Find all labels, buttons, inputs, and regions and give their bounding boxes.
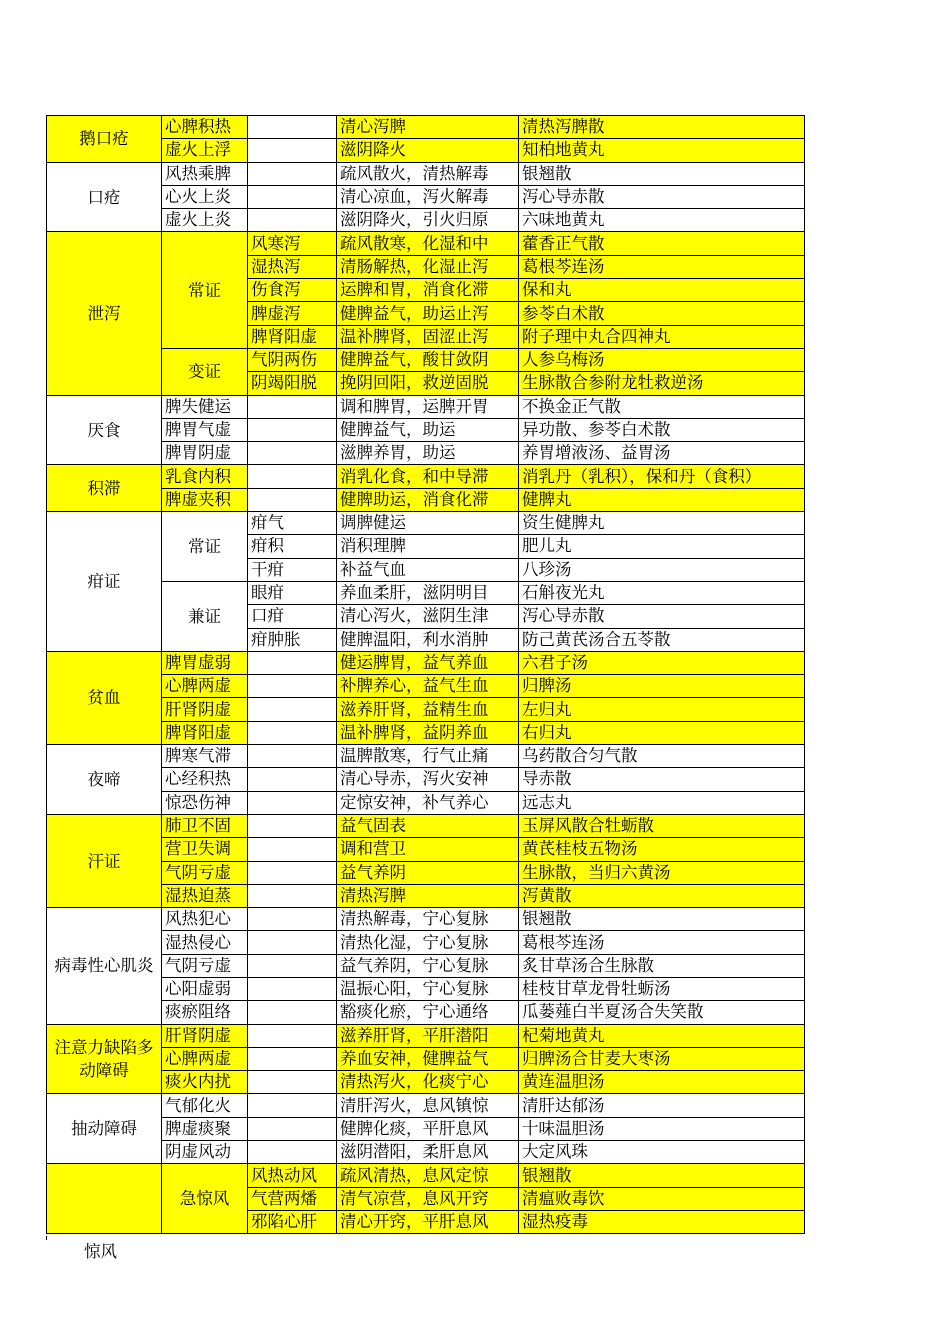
formula-cell: 生脉散合参附龙牡救逆汤 [519,372,805,395]
formula-cell: 石斛夜光丸 [519,581,805,604]
table-row [47,512,805,535]
formula-cell: 瓜蒌薤白半夏汤合失笑散 [519,1001,805,1024]
treatment-cell: 补脾养心，益气生血 [337,675,519,698]
disease-name-cell: 积滞 [47,465,162,512]
variant-cell [248,488,337,511]
formula-cell: 导赤散 [519,768,805,791]
variant-cell [248,721,337,744]
table-edge [46,1236,47,1240]
table-row [47,1024,805,1047]
treatment-cell: 健脾益气，助运 [337,418,519,441]
treatment-cell: 滋阴潜阳，柔肝息风 [337,1141,519,1164]
variant-cell [248,395,337,418]
formula-cell: 六君子汤 [519,651,805,674]
formula-cell: 杞菊地黄丸 [519,1024,805,1047]
variant-cell [248,977,337,1000]
variant-cell [248,1141,337,1164]
treatment-cell: 清心导赤，泻火安神 [337,768,519,791]
pattern-cell: 心脾积热 [162,116,248,139]
pattern-cell: 虚火上浮 [162,139,248,162]
pattern-cell: 心火上炎 [162,185,248,208]
formula-cell: 清热泻脾散 [519,116,805,139]
pattern-cell: 惊恐伤神 [162,791,248,814]
formula-cell: 银翘散 [519,908,805,931]
subgroup-name-cell: 兼证 [162,581,248,651]
pattern-cell: 脾虚痰聚 [162,1117,248,1140]
variant-cell: 伤食泻 [248,279,337,302]
treatment-cell: 疏风清热，息风定惊 [337,1164,519,1187]
disease-name-cell: 厌食 [47,395,162,465]
variant-cell [248,651,337,674]
disease-name-cell: 汗证 [47,814,162,907]
treatment-cell: 清心凉血，泻火解毒 [337,185,519,208]
variant-cell [248,1071,337,1094]
treatment-cell: 调和营卫 [337,838,519,861]
variant-cell: 眼疳 [248,581,337,604]
syndrome-table [46,115,805,1234]
formula-cell: 异功散、参苓白术散 [519,418,805,441]
table-row [47,1164,805,1187]
variant-cell: 湿热泻 [248,255,337,278]
disease-name-cell: 口疮 [47,162,162,232]
pattern-cell: 阴虚风动 [162,1141,248,1164]
pattern-cell: 脾胃虚弱 [162,651,248,674]
formula-cell: 知柏地黄丸 [519,139,805,162]
treatment-cell: 清气凉营，息风开窍 [337,1187,519,1210]
variant-cell [248,884,337,907]
table-row [47,395,805,418]
treatment-cell: 清热化湿，宁心复脉 [337,931,519,954]
table-row [47,465,805,488]
disease-name-cell: 疳证 [47,512,162,652]
pattern-cell: 气阴亏虚 [162,861,248,884]
formula-cell: 桂枝甘草龙骨牡蛎汤 [519,977,805,1000]
variant-cell [248,1047,337,1070]
treatment-cell: 益气养阴 [337,861,519,884]
variant-cell [248,116,337,139]
disease-name-cell: 病毒性心肌炎 [47,908,162,1024]
pattern-cell: 脾寒气滞 [162,745,248,768]
formula-cell: 保和丸 [519,279,805,302]
treatment-cell: 健脾温阳，利水消肿 [337,628,519,651]
table-row [47,745,805,768]
treatment-cell: 消乳化食，和中导滞 [337,465,519,488]
table-row [47,116,805,139]
table-row [47,651,805,674]
treatment-cell: 调和脾胃，运脾开胃 [337,395,519,418]
treatment-cell: 豁痰化瘀，宁心通络 [337,1001,519,1024]
formula-cell: 玉屏风散合牡蛎散 [519,814,805,837]
formula-cell: 乌药散合匀气散 [519,745,805,768]
formula-cell: 养胃增液汤、益胃汤 [519,442,805,465]
treatment-cell: 挽阴回阳，救逆固脱 [337,372,519,395]
formula-cell: 生脉散，当归六黄汤 [519,861,805,884]
treatment-cell: 养血安神，健脾益气 [337,1047,519,1070]
treatment-cell: 滋养肝肾，平肝潜阳 [337,1024,519,1047]
treatment-cell: 温振心阳，宁心复脉 [337,977,519,1000]
formula-cell: 黄芪桂枝五物汤 [519,838,805,861]
formula-cell: 银翘散 [519,1164,805,1187]
variant-cell: 邪陷心肝 [248,1210,337,1233]
subgroup-name-cell: 常证 [162,512,248,582]
variant-cell: 气阴两伤 [248,348,337,371]
variant-cell: 干疳 [248,558,337,581]
treatment-cell: 养血柔肝，滋阴明目 [337,581,519,604]
pattern-cell: 肺卫不固 [162,814,248,837]
treatment-cell: 清肝泻火，息风镇惊 [337,1094,519,1117]
formula-cell: 归脾汤合甘麦大枣汤 [519,1047,805,1070]
formula-cell: 六味地黄丸 [519,209,805,232]
variant-cell: 风热动风 [248,1164,337,1187]
formula-cell: 消乳丹（乳积），保和丹（食积） [519,465,805,488]
variant-cell [248,139,337,162]
treatment-cell: 滋阴降火，引火归原 [337,209,519,232]
pattern-cell: 湿热迫蒸 [162,884,248,907]
formula-cell: 泻黄散 [519,884,805,907]
variant-cell [248,908,337,931]
table-row [47,1094,805,1117]
pattern-cell: 心脾两虚 [162,675,248,698]
formula-cell: 防己黄芪汤合五苓散 [519,628,805,651]
variant-cell: 气营两燔 [248,1187,337,1210]
pattern-cell: 痰火内扰 [162,1071,248,1094]
formula-cell: 炙甘草汤合生脉散 [519,954,805,977]
disease-name-cell: 抽动障碍 [47,1094,162,1164]
formula-cell: 十味温胆汤 [519,1117,805,1140]
variant-cell [248,698,337,721]
pattern-cell: 肝肾阴虚 [162,1024,248,1047]
table-row [47,162,805,185]
formula-cell: 附子理中丸合四神丸 [519,325,805,348]
formula-cell: 泻心导赤散 [519,605,805,628]
variant-cell [248,954,337,977]
treatment-cell: 清心开窍，平肝息风 [337,1210,519,1233]
formula-cell: 健脾丸 [519,488,805,511]
treatment-cell: 疏风散寒，化湿和中 [337,232,519,255]
treatment-cell: 益气固表 [337,814,519,837]
formula-cell: 人参乌梅汤 [519,348,805,371]
formula-cell: 右归丸 [519,721,805,744]
formula-cell: 黄连温胆汤 [519,1071,805,1094]
variant-cell: 口疳 [248,605,337,628]
variant-cell [248,931,337,954]
variant-cell [248,814,337,837]
treatment-cell: 益气养阴，宁心复脉 [337,954,519,977]
treatment-cell: 清热泻脾 [337,884,519,907]
pattern-cell: 气阴亏虚 [162,954,248,977]
treatment-cell: 健脾化痰，平肝息风 [337,1117,519,1140]
variant-cell [248,418,337,441]
treatment-cell: 健脾益气，酸甘敛阴 [337,348,519,371]
variant-cell [248,1094,337,1117]
treatment-cell: 消积理脾 [337,535,519,558]
pattern-cell: 肝肾阴虚 [162,698,248,721]
variant-cell [248,791,337,814]
variant-cell: 疳积 [248,535,337,558]
variant-cell [248,465,337,488]
table-row [47,232,805,255]
variant-cell [248,1024,337,1047]
table-row [47,908,805,931]
treatment-cell: 滋阴降火 [337,139,519,162]
pattern-cell: 心阳虚弱 [162,977,248,1000]
variant-cell [248,838,337,861]
variant-cell: 脾肾阳虚 [248,325,337,348]
treatment-cell: 健运脾胃，益气养血 [337,651,519,674]
treatment-cell: 清热解毒，宁心复脉 [337,908,519,931]
treatment-cell: 清心泻脾 [337,116,519,139]
formula-cell: 远志丸 [519,791,805,814]
pattern-cell: 脾肾阳虚 [162,721,248,744]
treatment-cell: 滋养肝肾，益精生血 [337,698,519,721]
treatment-cell: 滋脾养胃，助运 [337,442,519,465]
variant-cell [248,745,337,768]
treatment-cell: 定惊安神，补气养心 [337,791,519,814]
formula-cell: 大定风珠 [519,1141,805,1164]
subgroup-name-cell: 常证 [162,232,248,348]
variant-cell: 阴竭阳脱 [248,372,337,395]
pattern-cell: 心经积热 [162,768,248,791]
formula-cell: 葛根芩连汤 [519,931,805,954]
pattern-cell: 脾失健运 [162,395,248,418]
disease-name-cell: 鹅口疮 [47,116,162,163]
treatment-cell: 温补脾肾，益阴养血 [337,721,519,744]
pattern-cell: 营卫失调 [162,838,248,861]
treatment-cell: 健脾助运，消食化滞 [337,488,519,511]
variant-cell [248,442,337,465]
pattern-cell: 湿热侵心 [162,931,248,954]
disease-name-cell: 泄泻 [47,232,162,395]
variant-cell: 风寒泻 [248,232,337,255]
variant-cell [248,675,337,698]
pattern-cell: 风热乘脾 [162,162,248,185]
formula-cell: 葛根芩连汤 [519,255,805,278]
formula-cell: 资生健脾丸 [519,512,805,535]
treatment-cell: 温补脾肾，固涩止泻 [337,325,519,348]
formula-cell: 八珍汤 [519,558,805,581]
variant-cell: 脾虚泻 [248,302,337,325]
pattern-cell: 脾胃阴虚 [162,442,248,465]
subgroup-name-cell: 变证 [162,348,248,395]
disease-name-cell: 贫血 [47,651,162,744]
formula-cell: 不换金正气散 [519,395,805,418]
treatment-cell: 补益气血 [337,558,519,581]
subgroup-name-cell: 急惊风 [162,1164,248,1234]
variant-cell: 疳气 [248,512,337,535]
disease-name-cell: 夜啼 [47,745,162,815]
pattern-cell: 气郁化火 [162,1094,248,1117]
variant-cell [248,209,337,232]
disease-label-tail: 惊风 [84,1242,117,1261]
variant-cell [248,185,337,208]
formula-cell: 清肝达郁汤 [519,1094,805,1117]
formula-cell: 归脾汤 [519,675,805,698]
treatment-cell: 清肠解热，化湿止泻 [337,255,519,278]
pattern-cell: 乳食内积 [162,465,248,488]
treatment-cell: 温脾散寒，行气止痛 [337,745,519,768]
pattern-cell: 虚火上炎 [162,209,248,232]
disease-name-cell: 注意力缺陷多动障碍 [47,1024,162,1094]
pattern-cell: 风热犯心 [162,908,248,931]
pattern-cell: 痰瘀阻络 [162,1001,248,1024]
variant-cell: 疳肿胀 [248,628,337,651]
formula-cell: 肥儿丸 [519,535,805,558]
variant-cell [248,162,337,185]
pattern-cell: 心脾两虚 [162,1047,248,1070]
treatment-cell: 清心泻火，滋阴生津 [337,605,519,628]
pattern-cell: 脾虚夹积 [162,488,248,511]
treatment-cell: 健脾益气，助运止泻 [337,302,519,325]
treatment-cell: 疏风散火，清热解毒 [337,162,519,185]
variant-cell [248,1117,337,1140]
formula-cell: 清瘟败毒饮 [519,1187,805,1210]
variant-cell [248,1001,337,1024]
formula-cell: 湿热疫毒 [519,1210,805,1233]
formula-cell: 银翘散 [519,162,805,185]
formula-cell: 参苓白术散 [519,302,805,325]
table-row [47,814,805,837]
formula-cell: 藿香正气散 [519,232,805,255]
treatment-cell: 清热泻火，化痰宁心 [337,1071,519,1094]
variant-cell [248,861,337,884]
formula-cell: 泻心导赤散 [519,185,805,208]
pattern-cell: 脾胃气虚 [162,418,248,441]
formula-cell: 左归丸 [519,698,805,721]
disease-name-cell [47,1164,162,1234]
treatment-cell: 调脾健运 [337,512,519,535]
variant-cell [248,768,337,791]
treatment-cell: 运脾和胃，消食化滞 [337,279,519,302]
